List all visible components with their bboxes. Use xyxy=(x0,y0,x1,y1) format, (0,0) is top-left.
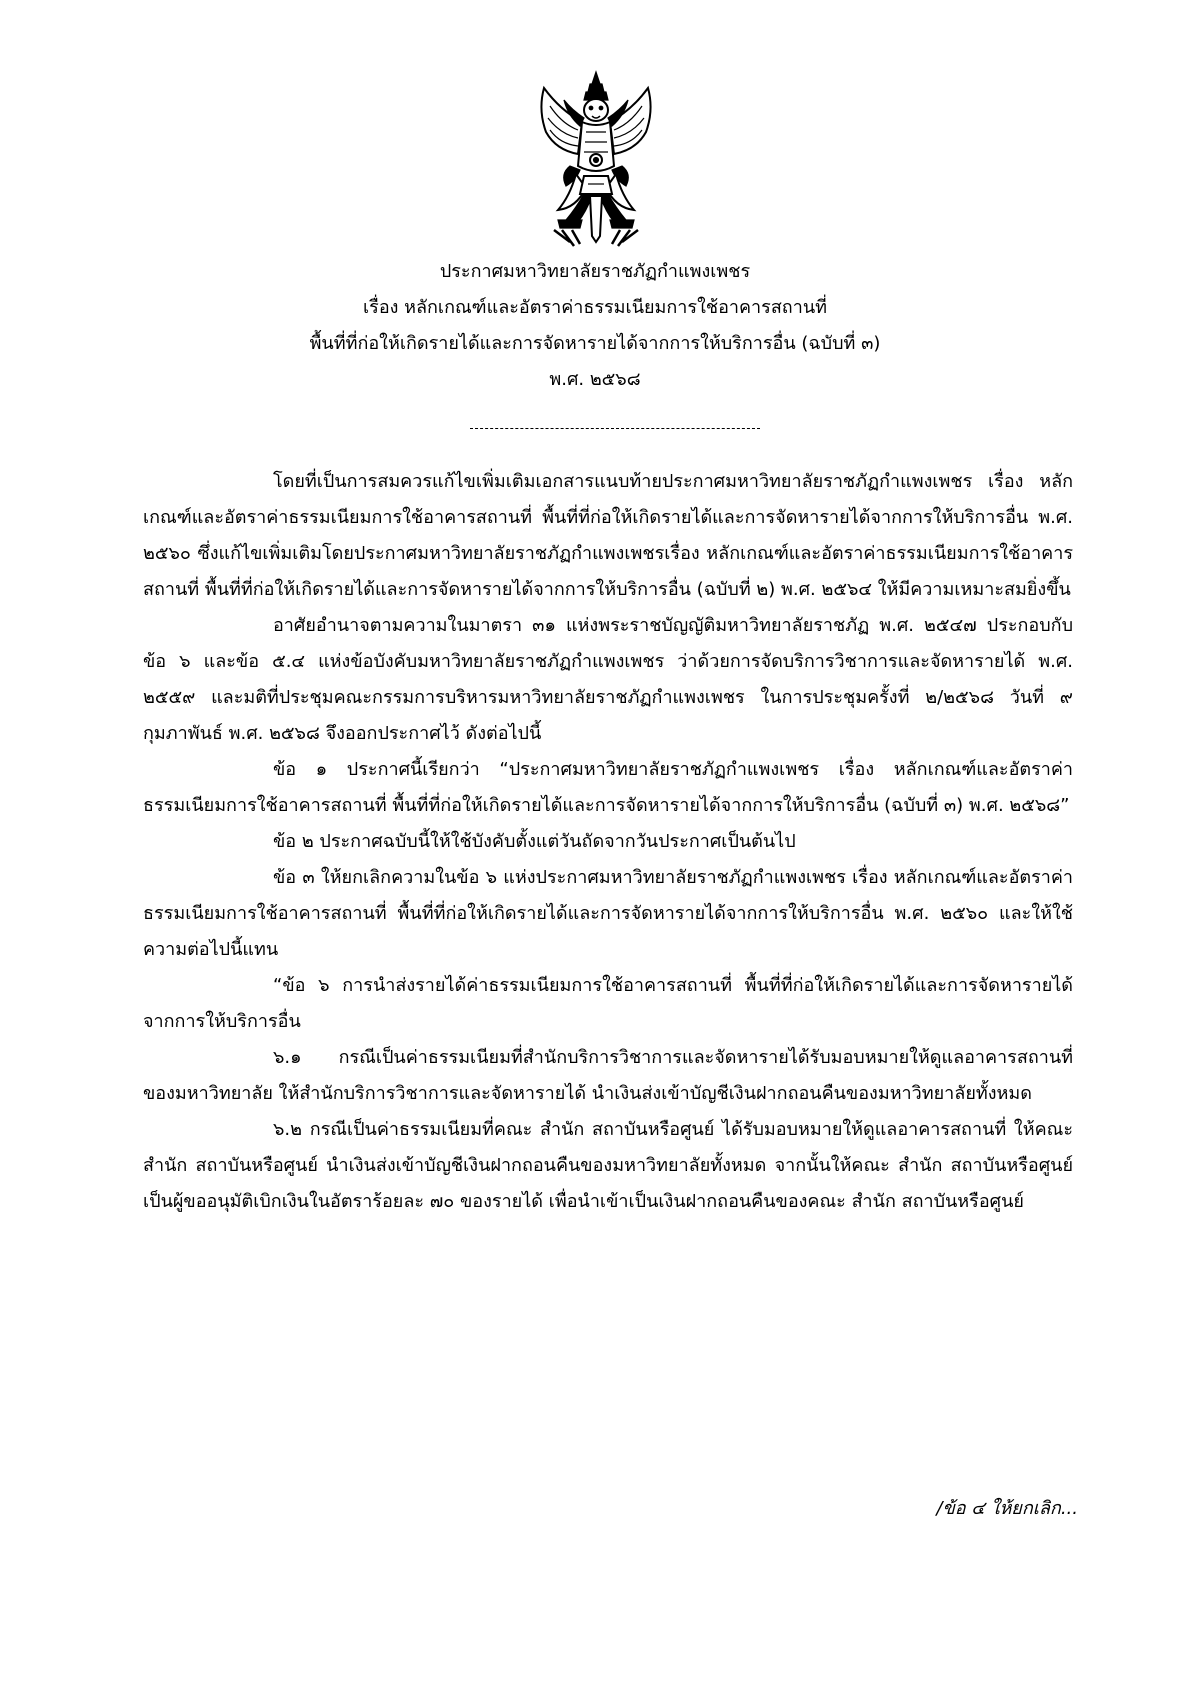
preamble-paragraph: โดยที่เป็นการสมควรแก้ไขเพิ่มเติมเอกสารแนบท้ายประกาศมหาวิทยาลัยราชภัฏกำแพงเพชร เรื่อง หลักเกณฑ์และอัตราค่าธรรมเนียมการใช้อาคารสถานที่ พื้นที่ที่ก่อให้เกิดรายได้และการจัดหารายได้จากการให้บริการอื่น พ.ศ. ๒๕๖๐ ซึ่งแก้ไขเพิ่มเติมโดยประกาศมหาวิทยาลัยราชภัฏกำแพงเพชรเรื่อง หลักเกณฑ์และอัตราค่าธรรมเนียมการใช้อาคารสถานที่ พื้นที่ที่ก่อให้เกิดรายได้และการจัดหารายได้จากการให้บริการอื่น (ฉบับที่ ๒) พ.ศ. ๒๕๖๔ ให้มีความเหมาะสมยิ่งขึ้น xyxy=(143,471,1073,600)
heading-separator xyxy=(470,428,760,429)
clause-1-paragraph: ข้อ ๑ ประกาศนี้เรียกว่า “ประกาศมหาวิทยาลัยราชภัฏกำแพงเพชร เรื่อง หลักเกณฑ์และอัตราค่าธรรมเนียมการใช้อาคารสถานที่ พื้นที่ที่ก่อให้เกิดรายได้และการจัดหารายได้จากการให้บริการอื่น (ฉบับที่ ๓) พ.ศ. ๒๕๖๘” xyxy=(143,759,1073,816)
continuation-note: /ข้อ ๔ ให้ยกเลิก... xyxy=(936,1498,1078,1519)
garuda-emblem-icon xyxy=(530,70,662,248)
authority-paragraph: อาศัยอำนาจตามความในมาตรา ๓๑ แห่งพระราชบัญญัติมหาวิทยาลัยราชภัฏ พ.ศ. ๒๕๔๗ ประกอบกับข้อ ๖ และข้อ ๕.๔ แห่งข้อบังคับมหาวิทยาลัยราชภัฏกำแพงเพชร ว่าด้วยการจัดบริการวิชาการและจัดหารายได้ พ.ศ. ๒๕๕๙ และมติที่ประชุมคณะกรรมการบริหารมหาวิทยาลัยราชภัฏกำแพงเพชร ในการประชุมครั้งที่ ๒/๒๕๖๘ วันที่ ๙ กุมภาพันธ์ พ.ศ. ๒๕๖๘ จึงออกประกาศไว้ ดังต่อไปนี้ xyxy=(143,615,1073,744)
clause-2-paragraph: ข้อ ๒ ประกาศฉบับนี้ให้ใช้บังคับตั้งแต่วันถัดจากวันประกาศเป็นต้นไป xyxy=(273,831,796,852)
document-title: ประกาศมหาวิทยาลัยราชภัฏกำแพงเพชร xyxy=(439,261,751,282)
clause-3-paragraph: ข้อ ๓ ให้ยกเลิกความในข้อ ๖ แห่งประกาศมหาวิทยาลัยราชภัฏกำแพงเพชร เรื่อง หลักเกณฑ์และอัตราค่าธรรมเนียมการใช้อาคารสถานที่ พื้นที่ที่ก่อให้เกิดรายได้และการจัดหารายได้จากการให้บริการอื่น พ.ศ. ๒๕๖๐ และให้ใช้ความต่อไปนี้แทน xyxy=(143,867,1073,960)
subject-line-2: พื้นที่ที่ก่อให้เกิดรายได้และการจัดหารายได้จากการให้บริการอื่น (ฉบับที่ ๓) xyxy=(309,333,881,354)
document-body xyxy=(143,464,1073,1220)
clause-6-1-paragraph: ๖.๑ กรณีเป็นค่าธรรมเนียมที่สำนักบริการวิชาการและจัดหารายได้รับมอบหมายให้ดูแลอาคารสถานที่ของมหาวิทยาลัย ให้สำนักบริการวิชาการและจัดหารายได้ นำเงินส่งเข้าบัญชีเงินฝากถอนคืนของมหาวิทยาลัยทั้งหมด xyxy=(143,1047,1073,1104)
subject-line-1: เรื่อง หลักเกณฑ์และอัตราค่าธรรมเนียมการใช้อาคารสถานที่ xyxy=(363,297,827,318)
document-year: พ.ศ. ๒๕๖๘ xyxy=(549,369,641,390)
clause-6-heading-paragraph: “ข้อ ๖ การนำส่งรายได้ค่าธรรมเนียมการใช้อาคารสถานที่ พื้นที่ที่ก่อให้เกิดรายได้และการจัดหารายได้จากการให้บริการอื่น xyxy=(143,975,1073,1032)
clause-6-2-paragraph: ๖.๒ กรณีเป็นค่าธรรมเนียมที่คณะ สำนัก สถาบันหรือศูนย์ ได้รับมอบหมายให้ดูแลอาคารสถานที่ ให้คณะ สำนัก สถาบันหรือศูนย์ นำเงินส่งเข้าบัญชีเงินฝากถอนคืนของมหาวิทยาลัยทั้งหมด จากนั้นให้คณะ สำนัก สถาบันหรือศูนย์ เป็นผู้ขออนุมัติเบิกเงินในอัตราร้อยละ ๗๐ ของรายได้ เพื่อนำเข้าเป็นเงินฝากถอนคืนของคณะ สำนัก สถาบันหรือศูนย์ xyxy=(143,1119,1073,1212)
